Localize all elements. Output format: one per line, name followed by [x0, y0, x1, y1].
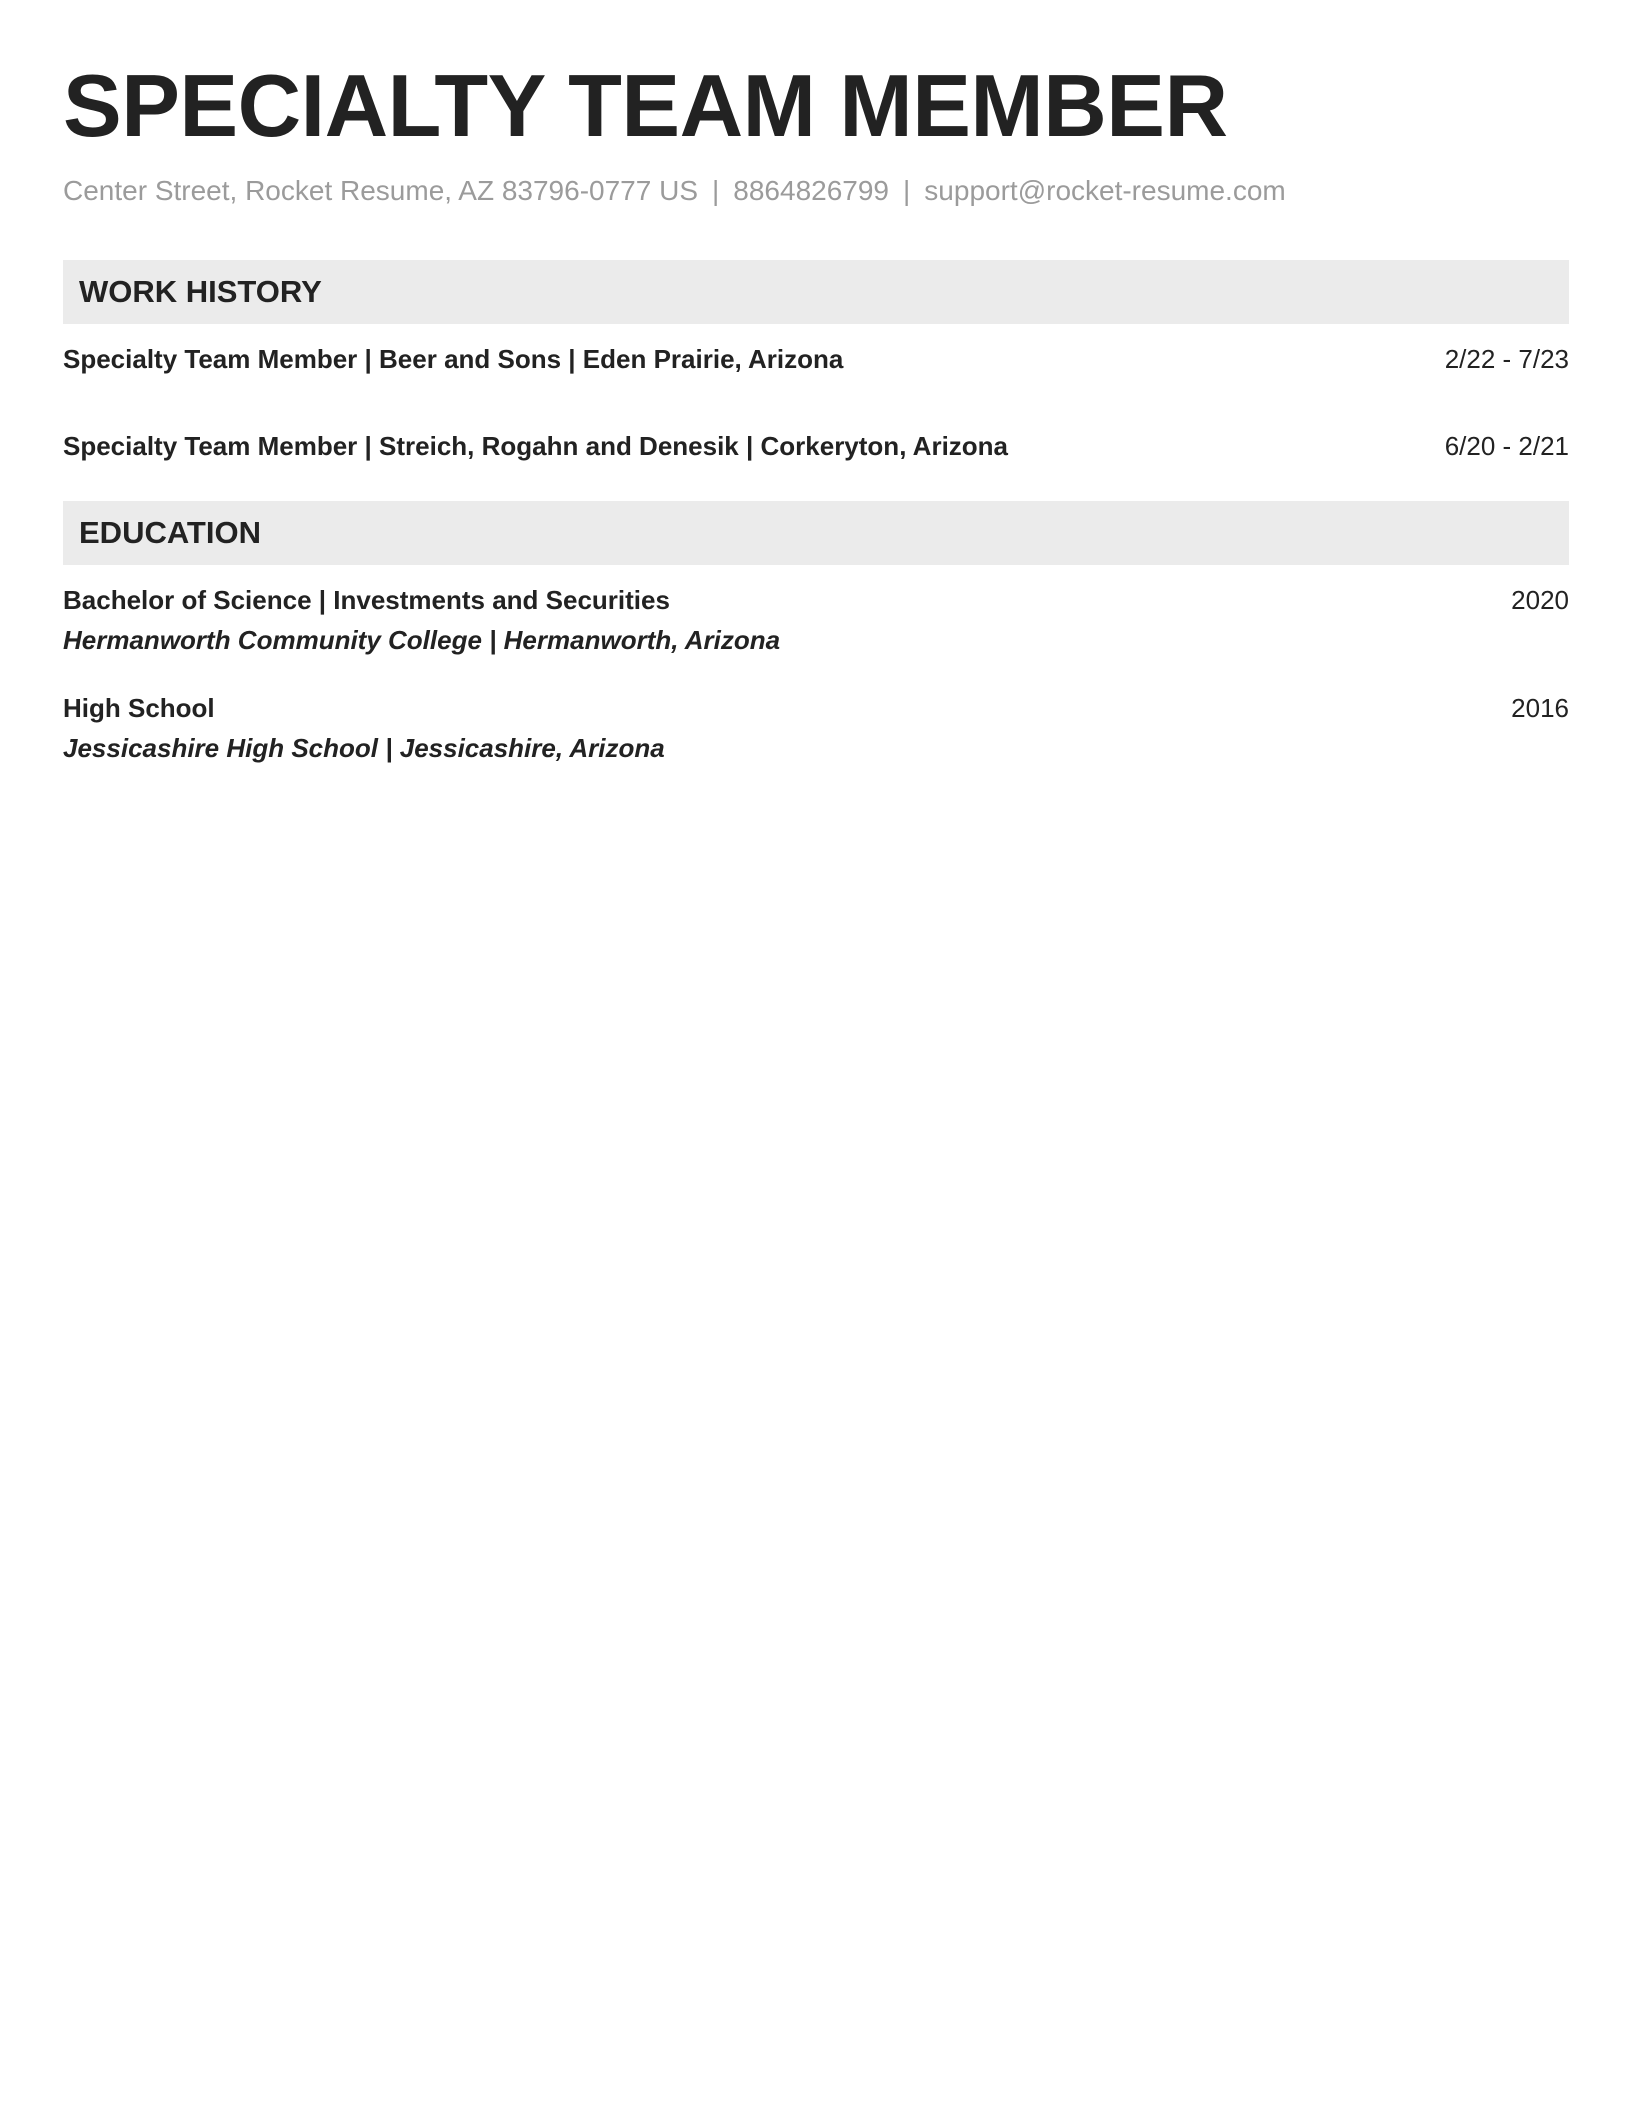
- education-entry: [63, 692, 1569, 764]
- contact-line: [63, 174, 1569, 208]
- school-name: Hermanworth Community College | Hermanworth, Arizona: [63, 625, 781, 655]
- resume-title: SPECIALTY TEAM MEMBER: [63, 56, 1228, 155]
- job-dates: 6/20 - 2/21: [1444, 431, 1569, 461]
- contact-separator: |: [712, 175, 720, 206]
- school-name: Jessicashire High School | Jessicashire, Arizona: [63, 733, 665, 763]
- contact-separator: |: [903, 175, 911, 206]
- graduation-year: 2016: [1511, 693, 1569, 723]
- section-heading-education: EDUCATION: [63, 501, 1569, 565]
- graduation-year: 2020: [1511, 585, 1569, 615]
- section-heading-work-history: WORK HISTORY: [63, 260, 1569, 324]
- job-title: Specialty Team Member | Streich, Rogahn and Denesik | Corkeryton, Arizona: [63, 431, 1009, 461]
- degree-title: High School: [63, 693, 215, 723]
- job-title: Specialty Team Member | Beer and Sons | Eden Prairie, Arizona: [63, 344, 844, 374]
- work-entry: [63, 343, 1569, 375]
- education-entry: [63, 584, 1569, 656]
- contact-email: support@rocket-resume.com: [924, 175, 1286, 206]
- contact-phone: 8864826799: [733, 175, 890, 206]
- contact-address: Center Street, Rocket Resume, AZ 83796-0777 US: [63, 175, 698, 206]
- work-entry: [63, 430, 1569, 462]
- job-dates: 2/22 - 7/23: [1444, 344, 1569, 374]
- degree-title: Bachelor of Science | Investments and Securities: [63, 585, 670, 615]
